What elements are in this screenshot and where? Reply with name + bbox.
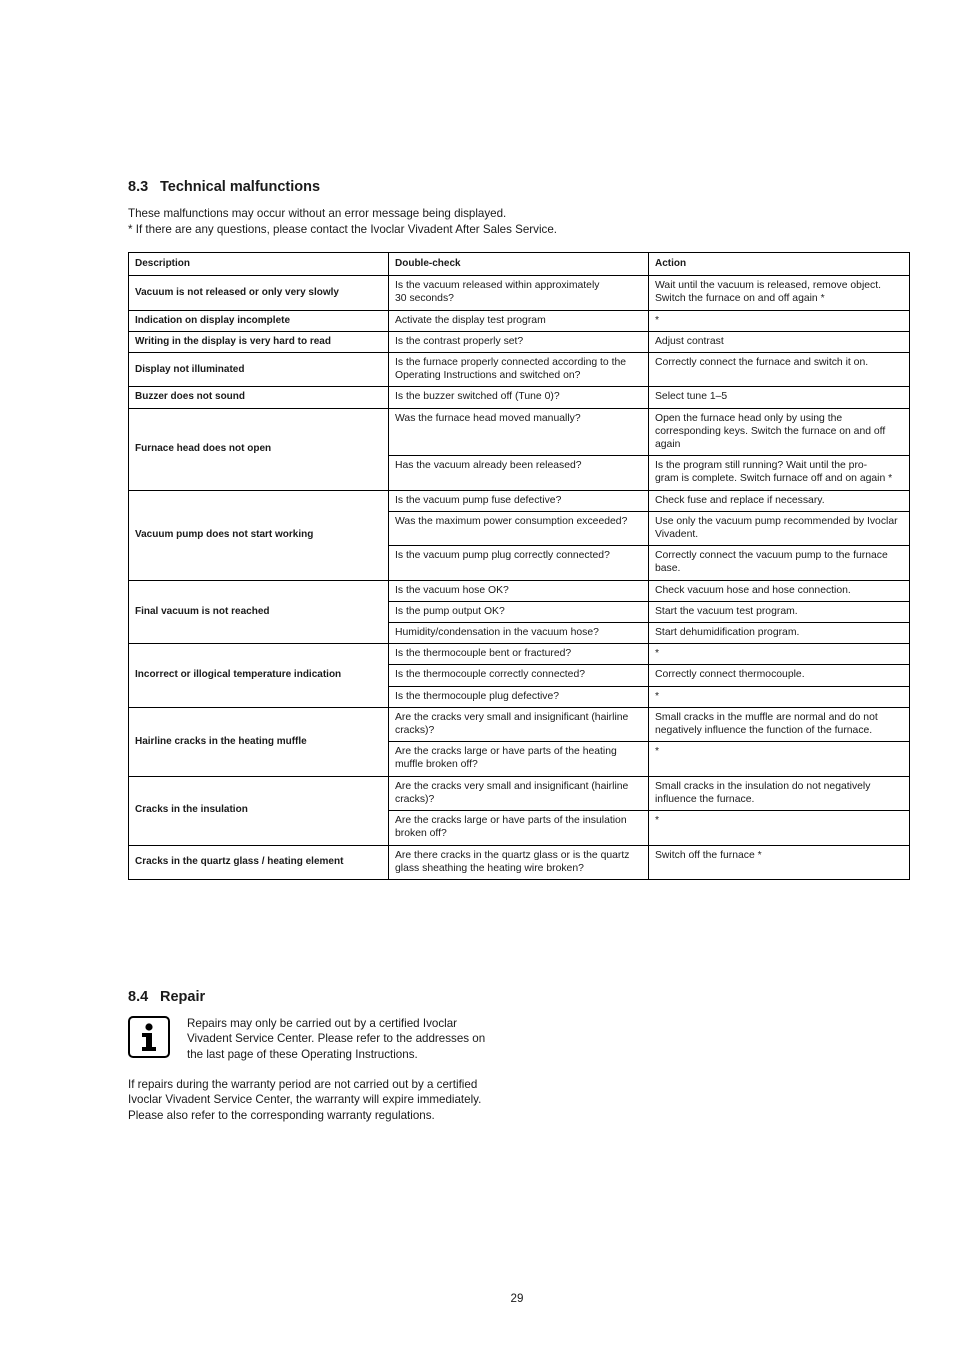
section-heading-technical-malfunctions xyxy=(128,179,320,195)
double-check-cell: Are the cracks very small and insignificant (hairline cracks)? xyxy=(389,776,649,810)
note-line-2: Vivadent Service Center. Please refer to the addresses on xyxy=(187,1032,486,1046)
note-line-3: the last page of these Operating Instructions. xyxy=(187,1047,418,1061)
section-title: Technical malfunctions xyxy=(160,179,321,195)
table-row xyxy=(129,276,910,310)
table-row xyxy=(129,707,910,741)
action-cell: * xyxy=(649,686,910,707)
double-check-cell: Is the thermocouple correctly connected? xyxy=(389,665,649,686)
double-check-cell: Is the vacuum pump fuse defective? xyxy=(389,490,649,511)
info-icon xyxy=(128,1016,170,1058)
double-check-cell: Is the pump output OK? xyxy=(389,601,649,622)
action-cell: * xyxy=(649,310,910,331)
table-row xyxy=(129,331,910,352)
double-check-cell: Was the furnace head moved manually? xyxy=(389,408,649,456)
action-cell: Small cracks in the muffle are normal and do not negatively influence the function of the furnace. xyxy=(649,707,910,741)
header-action: Action xyxy=(649,253,910,276)
double-check-cell: Is the buzzer switched off (Tune 0)? xyxy=(389,387,649,408)
action-cell: Correctly connect the vacuum pump to the furnace base. xyxy=(649,546,910,580)
note-line-1: Repairs may only be carried out by a certified Ivoclar xyxy=(187,1017,457,1030)
action-cell: Select tune 1–5 xyxy=(649,387,910,408)
double-check-cell: Are the cracks large or have parts of the heating muffle broken off? xyxy=(389,742,649,776)
table-row xyxy=(129,353,910,387)
malfunction-description: Incorrect or illogical temperature indication xyxy=(129,644,389,708)
action-cell: Is the program still running? Wait until the pro- gram is complete. Switch furnace off and on again * xyxy=(649,456,910,490)
table-row xyxy=(129,387,910,408)
table-row xyxy=(129,776,910,810)
malfunction-description: Final vacuum is not reached xyxy=(129,580,389,644)
action-cell: Use only the vacuum pump recommended by Ivoclar Vivadent. xyxy=(649,511,910,545)
intro-line-1: These malfunctions may occur without an error message being displayed. xyxy=(128,207,507,220)
malfunction-description: Cracks in the quartz glass / heating element xyxy=(129,845,389,879)
section-number: 8.4 xyxy=(128,989,149,1005)
action-cell: Check fuse and replace if necessary. xyxy=(649,490,910,511)
section-heading-repair xyxy=(128,989,205,1005)
malfunction-description: Vacuum is not released or only very slowly xyxy=(129,276,389,310)
header-description: Description xyxy=(129,253,389,276)
double-check-cell: Has the vacuum already been released? xyxy=(389,456,649,490)
table-row xyxy=(129,644,910,665)
malfunctions-table xyxy=(128,252,910,880)
action-cell: Open the furnace head only by using the corresponding keys. Switch the furnace on and off again xyxy=(649,408,910,456)
action-cell: Switch off the furnace * xyxy=(649,845,910,879)
double-check-cell: Is the thermocouple bent or fractured? xyxy=(389,644,649,665)
page-number: 29 xyxy=(510,1292,524,1305)
malfunction-description: Buzzer does not sound xyxy=(129,387,389,408)
action-cell: Correctly connect the furnace and switch it on. xyxy=(649,353,910,387)
table-body xyxy=(129,276,910,880)
intro-line-2: * If there are any questions, please contact the Ivoclar Vivadent After Sales Service. xyxy=(128,223,557,236)
double-check-cell: Is the thermocouple plug defective? xyxy=(389,686,649,707)
action-cell: * xyxy=(649,742,910,776)
repair-paragraph xyxy=(128,1077,528,1123)
action-cell: Start the vacuum test program. xyxy=(649,601,910,622)
double-check-cell: Was the maximum power consumption exceeded? xyxy=(389,511,649,545)
repair-note xyxy=(187,1016,517,1062)
double-check-cell: Is the contrast properly set? xyxy=(389,331,649,352)
malfunction-description: Display not illuminated xyxy=(129,353,389,387)
double-check-cell: Is the furnace properly connected according to the Operating Instructions and switched on? xyxy=(389,353,649,387)
action-cell: * xyxy=(649,644,910,665)
malfunction-description: Cracks in the insulation xyxy=(129,776,389,845)
action-cell: Wait until the vacuum is released, remove object. Switch the furnace on and off again * xyxy=(649,276,910,310)
body-line-3: Please also refer to the corresponding warranty regulations. xyxy=(128,1108,435,1122)
double-check-cell: Is the vacuum released within approximately 30 seconds? xyxy=(389,276,649,310)
double-check-cell: Are the cracks large or have parts of the insulation broken off? xyxy=(389,811,649,845)
table-row xyxy=(129,310,910,331)
double-check-cell: Activate the display test program xyxy=(389,310,649,331)
body-line-2: Ivoclar Vivadent Service Center, the warranty will expire immediately. xyxy=(128,1093,482,1107)
table-header-row xyxy=(129,253,910,276)
double-check-cell: Is the vacuum hose OK? xyxy=(389,580,649,601)
malfunction-description: Vacuum pump does not start working xyxy=(129,490,389,580)
action-cell: Small cracks in the insulation do not negatively influence the furnace. xyxy=(649,776,910,810)
section-intro xyxy=(128,206,557,238)
malfunction-description: Writing in the display is very hard to read xyxy=(129,331,389,352)
malfunction-description: Furnace head does not open xyxy=(129,408,389,490)
table-row xyxy=(129,490,910,511)
action-cell: Adjust contrast xyxy=(649,331,910,352)
header-double-check: Double-check xyxy=(389,253,649,276)
body-line-1: If repairs during the warranty period are not carried out by a certified xyxy=(128,1078,478,1091)
action-cell: * xyxy=(649,811,910,845)
table-row xyxy=(129,580,910,601)
malfunction-description: Indication on display incomplete xyxy=(129,310,389,331)
table-row xyxy=(129,408,910,456)
double-check-cell: Humidity/condensation in the vacuum hose? xyxy=(389,623,649,644)
table-row xyxy=(129,845,910,879)
double-check-cell: Are there cracks in the quartz glass or is the quartz glass sheathing the heating wire broken? xyxy=(389,845,649,879)
malfunction-description: Hairline cracks in the heating muffle xyxy=(129,707,389,776)
action-cell: Check vacuum hose and hose connection. xyxy=(649,580,910,601)
action-cell: Start dehumidification program. xyxy=(649,623,910,644)
section-number: 8.3 xyxy=(128,179,149,195)
double-check-cell: Are the cracks very small and insignificant (hairline cracks)? xyxy=(389,707,649,741)
action-cell: Correctly connect thermocouple. xyxy=(649,665,910,686)
section-title: Repair xyxy=(160,989,206,1005)
double-check-cell: Is the vacuum pump plug correctly connected? xyxy=(389,546,649,580)
